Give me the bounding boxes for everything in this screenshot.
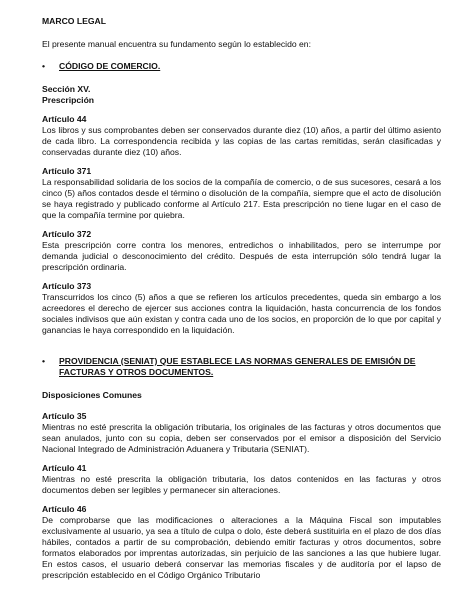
article-body: Transcurridos los cinco (5) años a que se refieren los artículos precedentes, queda sin embargo a los acreedores el derecho de ejercer sus acciones contra la liquidación, hasta concurrencia de los fondos sociales indivisos que aún existan y contra cada uno de los socios, en proporción de lo que por capital y ganancias le haya correspondido en la liquidación. (42, 292, 441, 335)
intro-paragraph: El presente manual encuentra su fundamento según lo establecido en: (42, 39, 311, 49)
article-heading: Artículo 371 (42, 166, 92, 176)
article-heading: Artículo 372 (42, 229, 92, 239)
article-body: Mientras no esté prescrita la obligación tributaria, los datos contenidos en las facturas y otros documentos deben ser legibles y permanecer sin alteraciones. (42, 474, 441, 495)
article-371 (42, 166, 441, 221)
article-heading: Artículo 44 (42, 114, 87, 124)
disposiciones-heading: Disposiciones Comunes (42, 390, 142, 400)
article-body: Mientras no esté prescrita la obligación tributaria, los originales de las facturas y otros documentos que sean anulados, junto con su copia, deben ser conservados por el emisor a disposición del Servicio Nacional Integrado de Administración Aduanera y Tributaria (SENIAT). (42, 422, 441, 454)
article-heading: Artículo 46 (42, 504, 87, 514)
article-41 (42, 463, 441, 496)
article-35 (42, 411, 441, 455)
article-heading: Artículo 41 (42, 463, 87, 473)
section-title: Prescripción (42, 95, 95, 105)
article-372 (42, 229, 441, 273)
article-body: Esta prescripción corre contra los menores, entredichos o inhabilitados, pero se interrumpe por demanda judicial o desconocimiento del crédito. Después de esta interrupción sólo tendrá lugar la prescripción ordinaria. (42, 240, 441, 272)
article-body: La responsabilidad solidaria de los socios de la compañía de comercio, o de sus sucesores, cesará a los cinco (5) años contados desde el término o disolución de la compañía, siempre que el acto de disolución se haya registrado y publicado conforme al Artículo 217. Esta prescripción no tiene lugar en el caso de que la compañía termine por quiebra. (42, 177, 441, 220)
bullet-providencia-seniat (42, 356, 441, 378)
article-373 (42, 281, 441, 336)
document-title: MARCO LEGAL (42, 16, 106, 26)
bullet-icon: • (42, 356, 46, 366)
article-44 (42, 114, 441, 158)
article-heading: Artículo 35 (42, 411, 87, 421)
bullet-codigo-comercio (42, 61, 441, 72)
article-46 (42, 504, 441, 581)
bullet-text: CÓDIGO DE COMERCIO. (59, 61, 161, 71)
bullet-text: PROVIDENCIA (SENIAT) QUE ESTABLECE LAS NORMAS GENERALES DE EMISIÓN DE FACTURAS Y OTROS DOCUMENTOS. (59, 356, 416, 377)
article-heading: Artículo 373 (42, 281, 92, 291)
bullet-icon: • (42, 61, 46, 71)
article-body: Los libros y sus comprobantes deben ser conservados durante diez (10) años, a partir del último asiento de cada libro. La correspondencia recibida y las copias de las cartas remitidas, serán clasificadas y conservadas durante diez (10) años. (42, 125, 441, 157)
article-body: De comprobarse que las modificaciones o alteraciones a la Máquina Fiscal son imputables exclusivamente al usuario, ya sea a título de culpa o dolo, éste deberá sustituirla en el plazo de dos días hábiles, contados a partir de su comprobación, debiendo emitir facturas y otros documentos, sobre formatos elaborados por imprentas autorizadas, sin perjuicio de las sanciones a las que hubiere lugar. En estos casos, el usuario deberá conservar las memorias fiscales y de auditoría por el lapso de prescripción establecido en el Código Orgánico Tributario (42, 515, 441, 580)
section-number: Sección XV. (42, 84, 91, 94)
